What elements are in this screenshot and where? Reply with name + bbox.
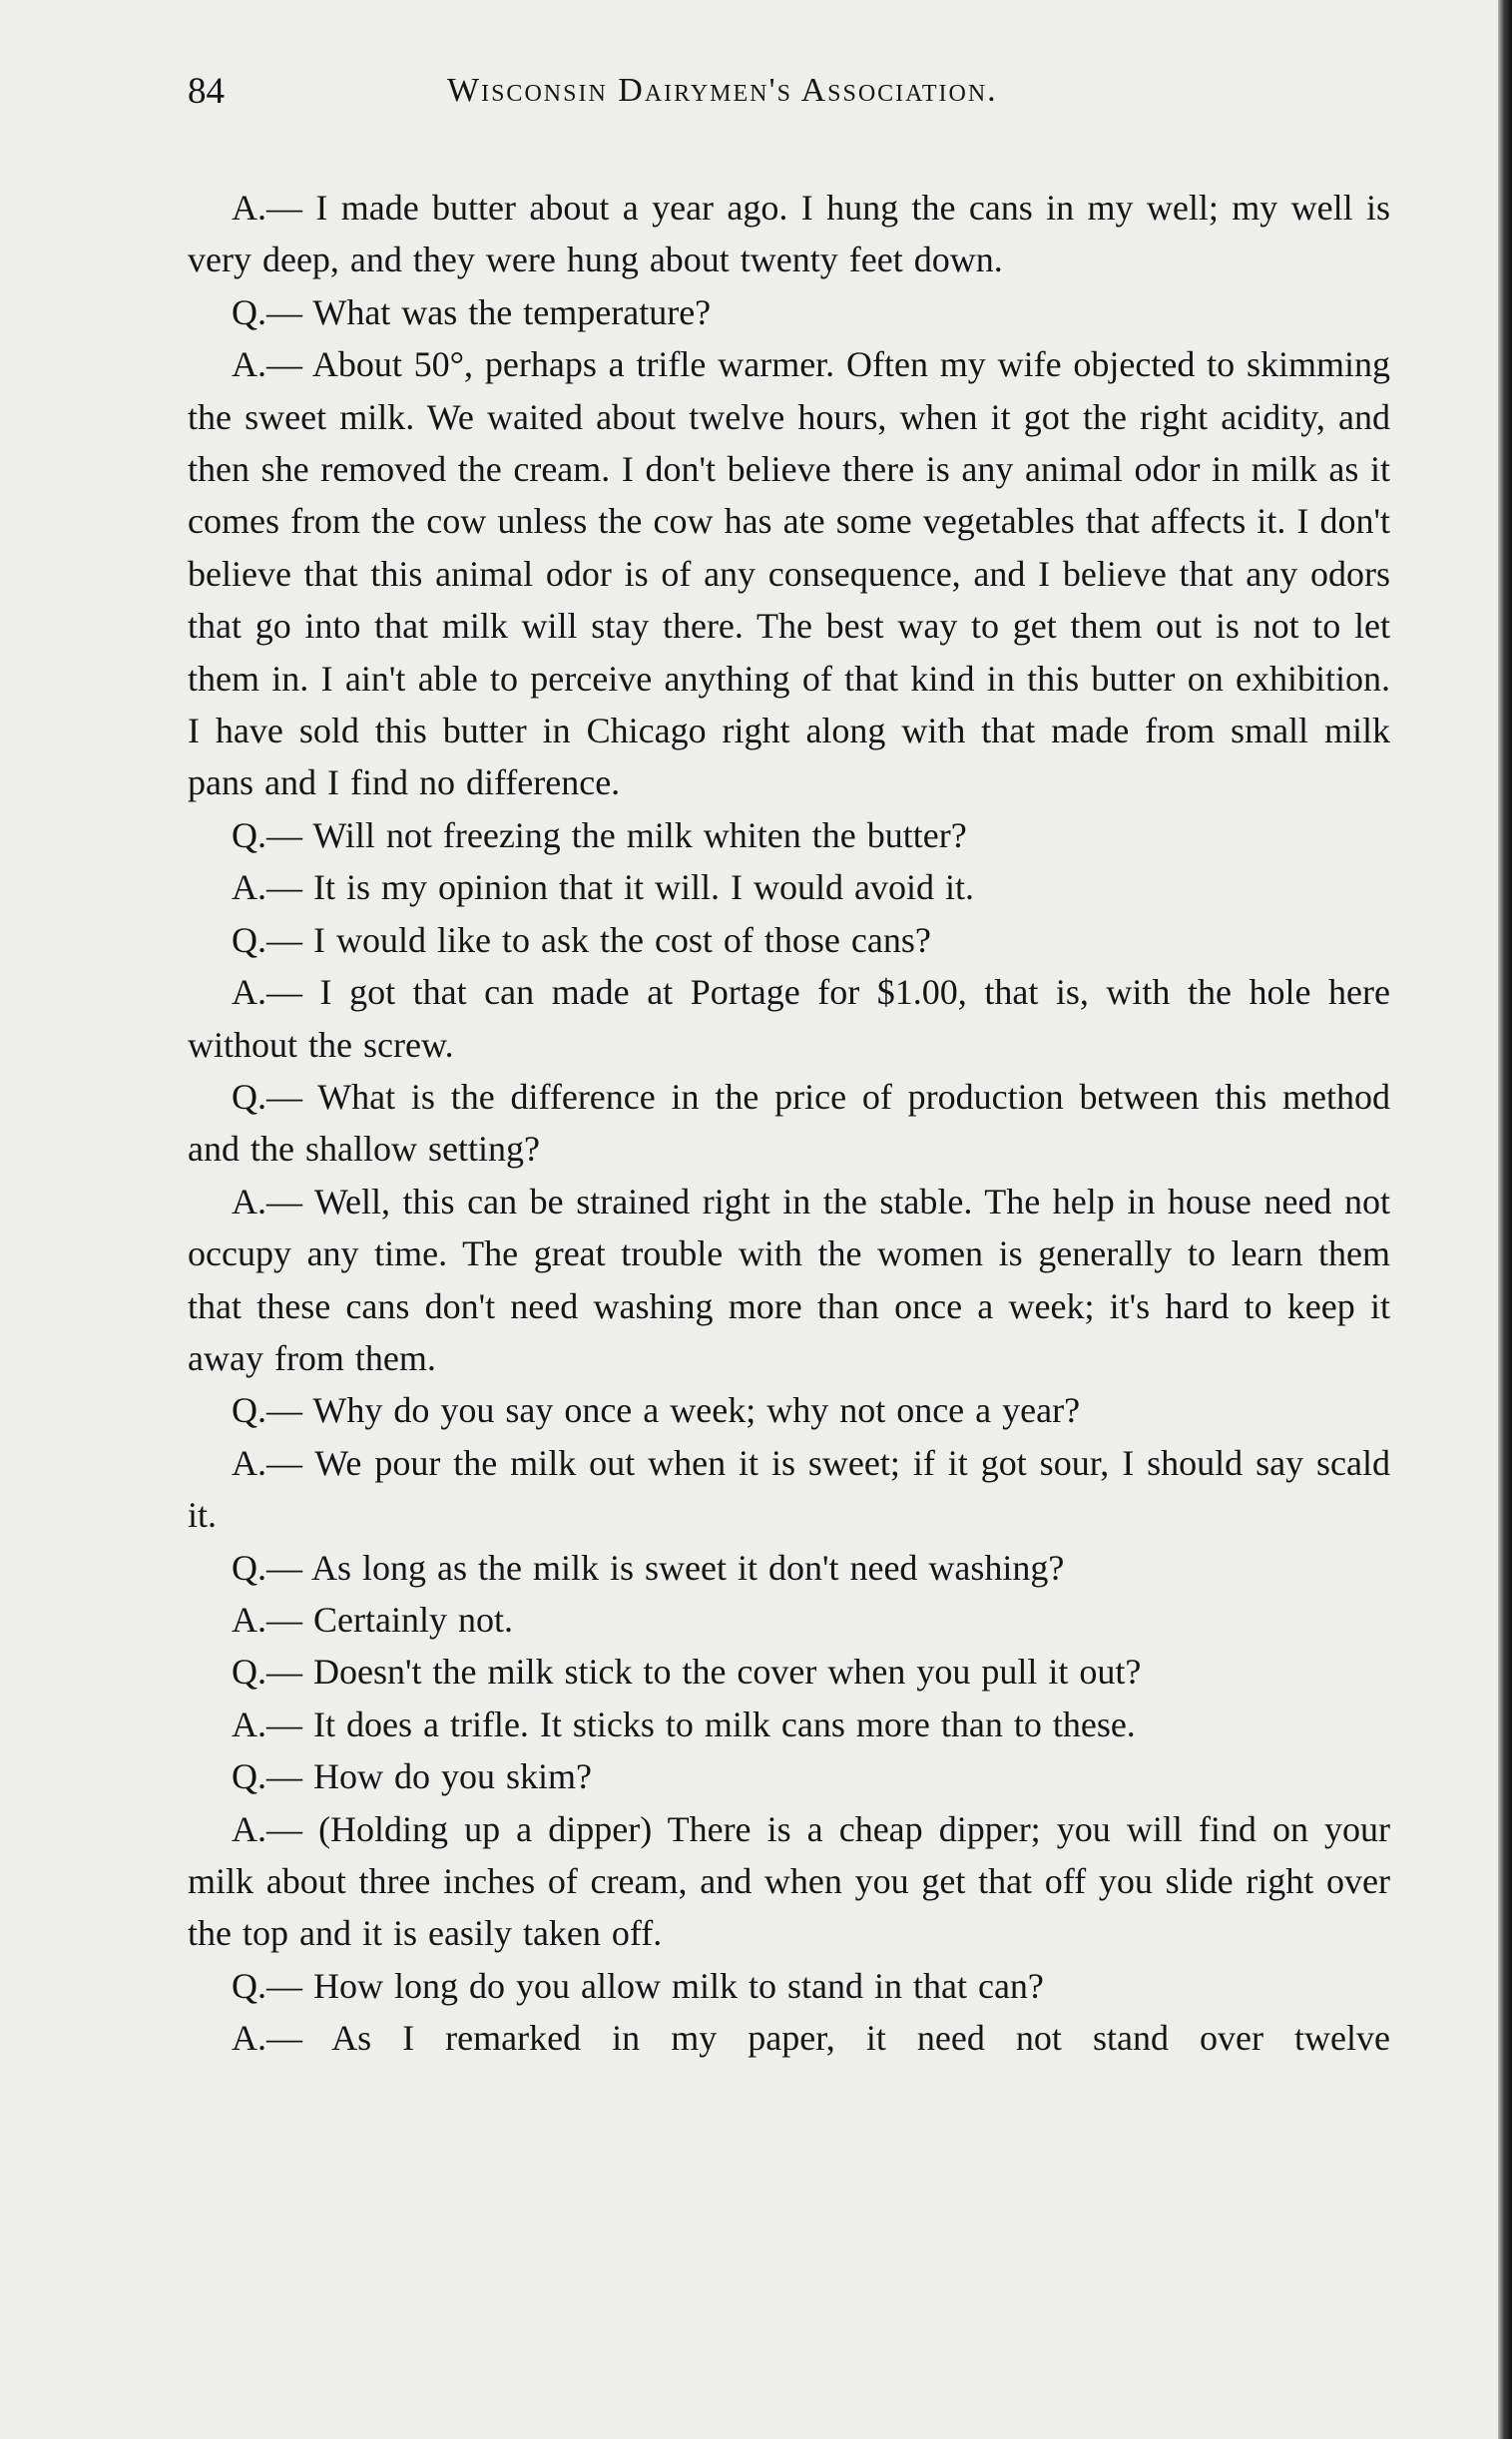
page-body bbox=[188, 182, 1390, 2065]
paragraph: A.— We pour the milk out when it is sweet; if it got sour, I should say scald it. bbox=[188, 1442, 1390, 1536]
paragraph: Q.— How long do you allow milk to stand in that can? bbox=[232, 1965, 1044, 2006]
paragraph: A.— It is my opinion that it will. I would avoid it. bbox=[232, 867, 974, 908]
paragraph: A.— As I remarked in my paper, it need not stand over twelve bbox=[232, 2018, 1390, 2059]
paragraph: A.— Certainly not. bbox=[232, 1599, 513, 1640]
paragraph: Q.— How do you skim? bbox=[232, 1756, 592, 1797]
paragraph: Q.— Will not freezing the milk whiten the butter? bbox=[232, 814, 967, 855]
paragraph: Q.— Why do you say once a week; why not once a year? bbox=[232, 1390, 1081, 1431]
paragraph: A.— (Holding up a dipper) There is a cheap dipper; you will find on your milk about three inches of cream, and when you get that off you slide right over the top and it is easily taken off. bbox=[188, 1808, 1390, 1954]
paragraph: Q.— What is the difference in the price of production between this method and the shallow setting? bbox=[188, 1076, 1390, 1170]
paragraph: Q.— Doesn't the milk stick to the cover when you pull it out? bbox=[232, 1652, 1142, 1693]
paragraph: A.— I made butter about a year ago. I hung the cans in my well; my well is very deep, and they were hung about twenty feet down. bbox=[188, 188, 1390, 280]
page-header bbox=[188, 62, 1390, 132]
paragraph: A.— I got that can made at Portage for $1.00, that is, with the hole here without the screw. bbox=[188, 972, 1390, 1065]
paragraph: Q.— What was the temperature? bbox=[232, 291, 712, 332]
paragraph: A.— About 50°, perhaps a trifle warmer. Often my wife objected to skimming the sweet milk. We waited about twelve hours, when it got the right acidity, and then she removed the cream. I don't believe there is any animal odor in milk as it comes from the cow unless the cow has ate some vegetables that affects it. I don't believe that this animal odor is of any consequence, and I believe that any odors that go into that milk will stay there. The best way to get them out is not to let them in. I ain't able to perceive anything of that kind in this butter on exhibition. I have sold this butter in Chicago right along with that made from small milk pans and I find no difference. bbox=[188, 344, 1390, 803]
page-number: 84 bbox=[188, 71, 225, 112]
paragraph: Q.— I would like to ask the cost of those cans? bbox=[232, 919, 931, 960]
paragraph: Q.— As long as the milk is sweet it don't need washing? bbox=[232, 1547, 1065, 1588]
paragraph: A.— It does a trifle. It sticks to milk cans more than to these. bbox=[232, 1704, 1136, 1744]
book-page bbox=[188, 62, 1390, 2065]
running-head: Wisconsin Dairymen's Association. bbox=[447, 72, 998, 109]
paragraph: A.— Well, this can be strained right in the stable. The help in house need not occupy any time. The great trouble with the women is generally to learn them that these cans don't need washing more than once a week; it's hard to keep it away from them. bbox=[188, 1181, 1390, 1378]
book-spine-edge bbox=[1498, 0, 1512, 2439]
